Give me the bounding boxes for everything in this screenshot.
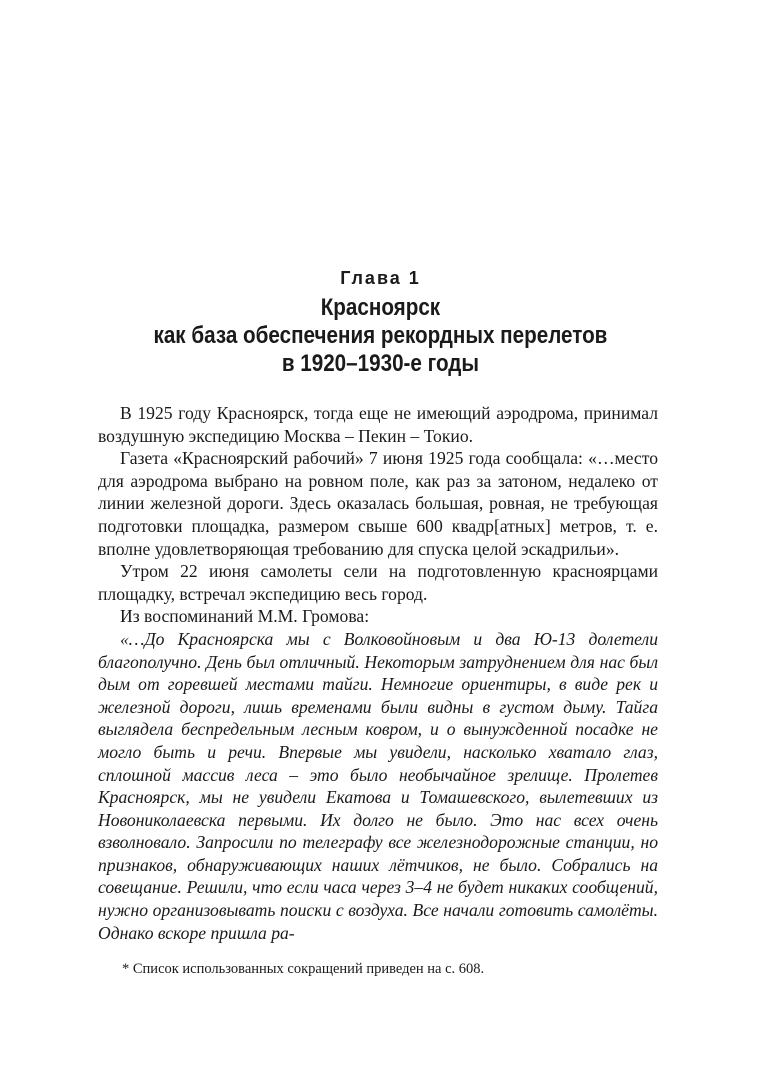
paragraph: Газета «Красноярский рабочий» 7 июня 1925 года сообщала: «…место для аэродрома выбрано на ровном поле, как раз за затоном, недалеко от линии железной дороги. Здесь оказалась большая, ровная, не требующая подготовки площадка, размером свыше 600 квадр[атных] метров, т. е. вполне удовлетворяющая требованию для спуска целой эскадрильи». [98, 448, 658, 559]
memoir-quote: «…До Красноярска мы с Волковойновым и два Ю-13 долетели благополучно. День был отличный. Некоторым затруднением для нас был дым от горевшей местами тайги. Немногие ориентиры, в виде рек и железной дороги, лишь временами были видны в густом дыму. Тайга выглядела беспредельным лесным ковром, и о вынужденной посадке не могло быть и речи. Впервые мы увидели, насколько хватало глаз, сплошной массив леса – это было необычайное зрелище. Пролетев Красноярск, мы не увидели Екатова и Томашевского, вылетевших из Новониколаевска первыми. Их долго не было. Это нас всех очень взволновало. Запросили по телеграфу все железнодорожные станции, но признаков, обнаруживающих наших лётчиков, не было. Собрались на совещание. Решили, что если часа через 3–4 не будет никаких сообщений, нужно организовывать поиски с воздуха. Все начали готовить самолёты. Однако вскоре пришла ра- [98, 628, 658, 943]
chapter-title-line: в 1920–1930-е годы [281, 350, 480, 377]
paragraph: Утром 22 июня самолеты сели на подготовленную красноярцами площадку, встречал экспедицию весь город. [98, 561, 658, 604]
paragraph: Из воспоминаний М.М. Громова: [120, 606, 370, 627]
chapter-body [98, 402, 658, 944]
chapter-title [53, 294, 707, 378]
chapter-title-line: Красноярск [320, 294, 441, 321]
footnote: * Список использованных сокращений приведен на с. 608. [122, 961, 485, 977]
chapter-title-line: как база обеспечения рекордных перелетов [153, 322, 608, 349]
chapter-label: Глава 1 [340, 268, 421, 288]
paragraph: В 1925 году Красноярск, тогда еще не имеющий аэродрома, принимал воздушную экспедицию Москва – Пекин – Токио. [98, 403, 658, 446]
